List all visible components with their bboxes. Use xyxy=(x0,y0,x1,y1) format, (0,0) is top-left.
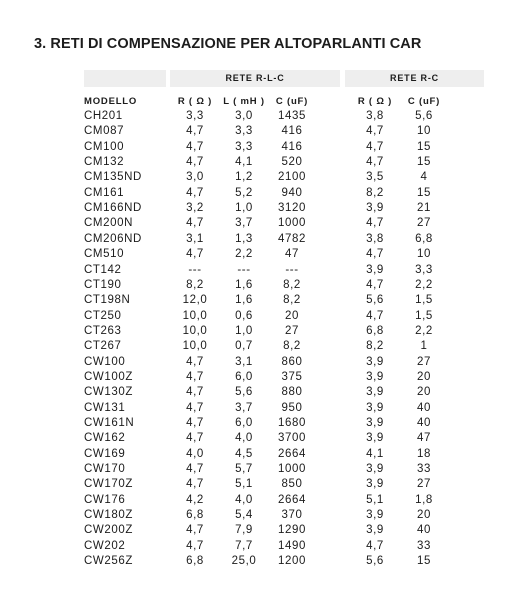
model-cell: CT142 xyxy=(84,263,122,276)
rlc-resistance-cell: 4,7 xyxy=(186,401,204,414)
rc-capacitance-cell: 20 xyxy=(417,509,431,522)
rlc-capacitance-cell: 8,2 xyxy=(283,340,301,353)
rlc-resistance-cell: 4,7 xyxy=(186,125,204,138)
rc-capacitance-cell: 2,2 xyxy=(415,278,433,291)
rlc-capacitance-cell: 416 xyxy=(281,125,303,138)
model-cell: CM100 xyxy=(84,140,125,153)
rc-resistance-cell: 6,8 xyxy=(366,324,384,337)
rlc-resistance-cell: 3,0 xyxy=(186,171,204,184)
rlc-inductance-cell: 3,7 xyxy=(235,401,253,414)
column-header-rc-resistance: R ( Ω ) xyxy=(357,96,393,107)
rlc-inductance-cell: 25,0 xyxy=(231,555,257,568)
table-row xyxy=(84,293,484,308)
table-row xyxy=(84,263,484,278)
model-cell: CW170Z xyxy=(84,478,133,491)
rc-capacitance-cell: 40 xyxy=(417,524,431,537)
column-header-rc-capacitance: C (uF) xyxy=(407,96,441,107)
rlc-group-header xyxy=(170,70,340,87)
rc-resistance-cell: 4,7 xyxy=(366,248,384,261)
model-cell: CT250 xyxy=(84,309,122,322)
section-title: 3. RETI DI COMPENSAZIONE PER ALTOPARLANTI CAR xyxy=(34,36,422,52)
rlc-capacitance-cell: 4782 xyxy=(278,232,306,245)
rlc-capacitance-cell: 950 xyxy=(281,401,303,414)
rlc-resistance-cell: --- xyxy=(188,263,202,276)
rc-capacitance-cell: 10 xyxy=(417,125,431,138)
rc-capacitance-cell: 21 xyxy=(417,202,431,215)
rlc-capacitance-cell: 47 xyxy=(285,248,299,261)
table-row xyxy=(84,355,484,370)
table-row xyxy=(84,309,484,324)
column-header-rlc-capacitance: C (uF) xyxy=(275,96,309,107)
rc-group-header xyxy=(345,70,484,87)
rlc-inductance-cell: 3,0 xyxy=(235,110,253,122)
model-cell: CM206ND xyxy=(84,232,142,245)
rlc-inductance-cell: 3,3 xyxy=(235,140,253,153)
rc-capacitance-cell: 27 xyxy=(417,478,431,491)
rlc-resistance-cell: 4,7 xyxy=(186,140,204,153)
model-cell: CW202 xyxy=(84,539,126,552)
column-header-model: MODELLO xyxy=(84,96,138,107)
rlc-inductance-cell: 5,2 xyxy=(235,186,253,199)
rc-capacitance-cell: 20 xyxy=(417,386,431,399)
rc-capacitance-cell: 27 xyxy=(417,217,431,230)
table-row xyxy=(84,339,484,354)
rlc-inductance-cell: 0,6 xyxy=(235,309,253,322)
rlc-inductance-cell: 1,3 xyxy=(235,232,253,245)
model-cell: CH201 xyxy=(84,110,123,122)
rlc-capacitance-cell: 3700 xyxy=(278,432,306,445)
rc-capacitance-cell: 1,5 xyxy=(415,309,433,322)
rlc-resistance-cell: 6,8 xyxy=(186,555,204,568)
rlc-capacitance-cell: 416 xyxy=(281,140,303,153)
rc-capacitance-cell: 3,3 xyxy=(415,263,433,276)
rlc-inductance-cell: 4,0 xyxy=(235,432,253,445)
rlc-resistance-cell: 3,2 xyxy=(186,202,204,215)
rc-capacitance-cell: 2,2 xyxy=(415,324,433,337)
rc-capacitance-cell: 1 xyxy=(420,340,428,353)
rlc-inductance-cell: 3,3 xyxy=(235,125,253,138)
rlc-inductance-cell: 1,0 xyxy=(235,324,253,337)
rlc-capacitance-cell: 2664 xyxy=(278,447,306,460)
model-cell: CW131 xyxy=(84,401,126,414)
rc-resistance-cell: 3,9 xyxy=(366,524,384,537)
rlc-inductance-cell: 0,7 xyxy=(235,340,253,353)
rlc-inductance-cell: 7,9 xyxy=(235,524,253,537)
table-row xyxy=(84,431,484,446)
model-cell: CM132 xyxy=(84,156,125,169)
rlc-resistance-cell: 4,7 xyxy=(186,386,204,399)
rlc-resistance-cell: 10,0 xyxy=(182,340,208,353)
rlc-capacitance-cell: 1435 xyxy=(278,110,306,122)
model-cell: CW256Z xyxy=(84,555,133,568)
rc-capacitance-cell: 18 xyxy=(417,447,431,460)
rlc-resistance-cell: 4,7 xyxy=(186,539,204,552)
rc-capacitance-cell: 15 xyxy=(417,555,431,568)
table-row xyxy=(84,186,484,201)
rlc-resistance-cell: 10,0 xyxy=(182,324,208,337)
rc-resistance-cell: 4,1 xyxy=(366,447,384,460)
table-row xyxy=(84,523,484,538)
rc-resistance-cell: 3,8 xyxy=(366,232,384,245)
model-cell: CW180Z xyxy=(84,509,133,522)
model-cell: CM087 xyxy=(84,125,125,138)
rlc-inductance-cell: 7,7 xyxy=(235,539,253,552)
rc-resistance-cell: 3,9 xyxy=(366,463,384,476)
rlc-capacitance-cell: 8,2 xyxy=(283,278,301,291)
rlc-inductance-cell: 1,2 xyxy=(235,171,253,184)
rlc-inductance-cell: 1,0 xyxy=(235,202,253,215)
rc-resistance-cell: 4,7 xyxy=(366,309,384,322)
rlc-inductance-cell: 4,5 xyxy=(235,447,253,460)
rlc-capacitance-cell: 1200 xyxy=(278,555,306,568)
table-row xyxy=(84,493,484,508)
table-row xyxy=(84,201,484,216)
rlc-resistance-cell: 12,0 xyxy=(182,294,208,307)
rlc-inductance-cell: 2,2 xyxy=(235,248,253,261)
table-row xyxy=(84,124,484,139)
column-header-rlc-resistance: R ( Ω ) xyxy=(177,96,213,107)
rlc-capacitance-cell: 1000 xyxy=(278,217,306,230)
column-header-rlc-inductance: L ( mH ) xyxy=(223,96,265,107)
rc-resistance-cell: 3,9 xyxy=(366,370,384,383)
rc-resistance-cell: 3,9 xyxy=(366,401,384,414)
rc-resistance-cell: 3,9 xyxy=(366,417,384,429)
table-row xyxy=(84,477,484,492)
rlc-resistance-cell: 4,7 xyxy=(186,432,204,445)
rc-resistance-cell: 4,7 xyxy=(366,140,384,153)
rlc-capacitance-cell: 3120 xyxy=(278,202,306,215)
rc-resistance-cell: 5,6 xyxy=(366,555,384,568)
rlc-resistance-cell: 4,7 xyxy=(186,417,204,429)
model-cell: CM135ND xyxy=(84,171,142,184)
rc-capacitance-cell: 10 xyxy=(417,248,431,261)
rc-resistance-cell: 8,2 xyxy=(366,186,384,199)
model-cell: CW100 xyxy=(84,355,126,368)
model-cell: CW169 xyxy=(84,447,126,460)
table-row xyxy=(84,554,484,569)
rlc-resistance-cell: 4,7 xyxy=(186,355,204,368)
rlc-inductance-cell: 4,1 xyxy=(235,156,253,169)
rc-capacitance-cell: 33 xyxy=(417,539,431,552)
table-row xyxy=(84,370,484,385)
rlc-capacitance-cell: 850 xyxy=(281,478,303,491)
rlc-resistance-cell: 4,0 xyxy=(186,447,204,460)
rlc-capacitance-cell: 860 xyxy=(281,355,303,368)
rc-resistance-cell: 3,9 xyxy=(366,386,384,399)
table-row xyxy=(84,109,484,124)
rlc-inductance-cell: 1,6 xyxy=(235,294,253,307)
model-cell: CM161 xyxy=(84,186,125,199)
model-cell: CM510 xyxy=(84,248,125,261)
table-row xyxy=(84,247,484,262)
rc-resistance-cell: 8,2 xyxy=(366,340,384,353)
rlc-capacitance-cell: 1490 xyxy=(278,539,306,552)
rlc-resistance-cell: 8,2 xyxy=(186,278,204,291)
model-cell: CW130Z xyxy=(84,386,133,399)
rlc-inductance-cell: 5,4 xyxy=(235,509,253,522)
rc-resistance-cell: 4,7 xyxy=(366,156,384,169)
model-cell: CT190 xyxy=(84,278,122,291)
rc-resistance-cell: 3,5 xyxy=(366,171,384,184)
rc-resistance-cell: 3,8 xyxy=(366,110,384,122)
table-row xyxy=(84,447,484,462)
rlc-inductance-cell: 3,7 xyxy=(235,217,253,230)
model-cell: CM200N xyxy=(84,217,133,230)
rc-capacitance-cell: 20 xyxy=(417,370,431,383)
rlc-inductance-cell: --- xyxy=(237,263,251,276)
rlc-resistance-cell: 6,8 xyxy=(186,509,204,522)
rc-capacitance-cell: 27 xyxy=(417,355,431,368)
rlc-inductance-cell: 6,0 xyxy=(235,417,253,429)
rc-resistance-cell: 5,1 xyxy=(366,493,384,506)
table-row xyxy=(84,539,484,554)
rlc-capacitance-cell: 375 xyxy=(281,370,303,383)
rc-resistance-cell: 3,9 xyxy=(366,202,384,215)
model-cell: CW161N xyxy=(84,417,135,429)
rc-capacitance-cell: 40 xyxy=(417,417,431,429)
rc-resistance-cell: 4,7 xyxy=(366,278,384,291)
table-row xyxy=(84,232,484,247)
rlc-inductance-cell: 1,6 xyxy=(235,278,253,291)
table-row xyxy=(84,140,484,155)
rlc-capacitance-cell: 940 xyxy=(281,186,303,199)
rc-capacitance-cell: 33 xyxy=(417,463,431,476)
model-cell: CW162 xyxy=(84,432,126,445)
model-cell: CW170 xyxy=(84,463,126,476)
rlc-resistance-cell: 4,7 xyxy=(186,463,204,476)
rc-capacitance-cell: 15 xyxy=(417,156,431,169)
rc-group-label: RETE R-C xyxy=(390,73,439,83)
model-cell: CT267 xyxy=(84,340,122,353)
table-row xyxy=(84,416,484,431)
rc-resistance-cell: 5,6 xyxy=(366,294,384,307)
model-cell: CT198N xyxy=(84,294,131,307)
rlc-resistance-cell: 4,2 xyxy=(186,493,204,506)
rlc-capacitance-cell: --- xyxy=(285,263,299,276)
table-row xyxy=(84,462,484,477)
rc-resistance-cell: 3,9 xyxy=(366,355,384,368)
rlc-capacitance-cell: 520 xyxy=(281,156,303,169)
rlc-inductance-cell: 5,6 xyxy=(235,386,253,399)
table-row xyxy=(84,216,484,231)
model-cell: CW176 xyxy=(84,493,126,506)
rlc-capacitance-cell: 1290 xyxy=(278,524,306,537)
rlc-inductance-cell: 4,0 xyxy=(235,493,253,506)
rc-capacitance-cell: 5,6 xyxy=(415,110,433,122)
rc-capacitance-cell: 6,8 xyxy=(415,232,433,245)
rlc-inductance-cell: 5,1 xyxy=(235,478,253,491)
rc-resistance-cell: 3,9 xyxy=(366,263,384,276)
table-row xyxy=(84,401,484,416)
rc-resistance-cell: 4,7 xyxy=(366,217,384,230)
rlc-resistance-cell: 4,7 xyxy=(186,156,204,169)
model-cell: CT263 xyxy=(84,324,122,337)
rlc-capacitance-cell: 27 xyxy=(285,324,299,337)
column-header-row xyxy=(84,94,484,109)
table-row xyxy=(84,278,484,293)
table-row xyxy=(84,170,484,185)
rlc-resistance-cell: 3,1 xyxy=(186,232,204,245)
rlc-resistance-cell: 4,7 xyxy=(186,248,204,261)
rc-resistance-cell: 4,7 xyxy=(366,125,384,138)
rlc-resistance-cell: 10,0 xyxy=(182,309,208,322)
rc-capacitance-cell: 4 xyxy=(420,171,428,184)
rlc-capacitance-cell: 1000 xyxy=(278,463,306,476)
rc-resistance-cell: 3,9 xyxy=(366,432,384,445)
rlc-inductance-cell: 5,7 xyxy=(235,463,253,476)
rlc-capacitance-cell: 1680 xyxy=(278,417,306,429)
rlc-capacitance-cell: 8,2 xyxy=(283,294,301,307)
rc-resistance-cell: 4,7 xyxy=(366,539,384,552)
model-cell: CM166ND xyxy=(84,202,142,215)
rlc-capacitance-cell: 2664 xyxy=(278,493,306,506)
rc-capacitance-cell: 1,5 xyxy=(415,294,433,307)
rlc-resistance-cell: 4,7 xyxy=(186,217,204,230)
rlc-resistance-cell: 4,7 xyxy=(186,186,204,199)
rc-capacitance-cell: 15 xyxy=(417,140,431,153)
table-row xyxy=(84,324,484,339)
rlc-capacitance-cell: 20 xyxy=(285,309,299,322)
rc-capacitance-cell: 1,8 xyxy=(415,493,433,506)
rc-capacitance-cell: 40 xyxy=(417,401,431,414)
rlc-resistance-cell: 4,7 xyxy=(186,370,204,383)
table-row xyxy=(84,155,484,170)
rlc-resistance-cell: 4,7 xyxy=(186,524,204,537)
model-header-band xyxy=(84,70,166,87)
rc-resistance-cell: 3,9 xyxy=(366,478,384,491)
rc-capacitance-cell: 15 xyxy=(417,186,431,199)
table-row xyxy=(84,385,484,400)
rlc-group-label: RETE R-L-C xyxy=(225,73,285,83)
rlc-inductance-cell: 3,1 xyxy=(235,355,253,368)
rlc-capacitance-cell: 880 xyxy=(281,386,303,399)
rlc-capacitance-cell: 370 xyxy=(281,509,303,522)
rc-resistance-cell: 3,9 xyxy=(366,509,384,522)
model-cell: CW100Z xyxy=(84,370,133,383)
rlc-inductance-cell: 6,0 xyxy=(235,370,253,383)
rc-capacitance-cell: 47 xyxy=(417,432,431,445)
model-cell: CW200Z xyxy=(84,524,133,537)
rlc-capacitance-cell: 2100 xyxy=(278,171,306,184)
rlc-resistance-cell: 4,7 xyxy=(186,478,204,491)
table-row xyxy=(84,508,484,523)
rlc-resistance-cell: 3,3 xyxy=(186,110,204,122)
